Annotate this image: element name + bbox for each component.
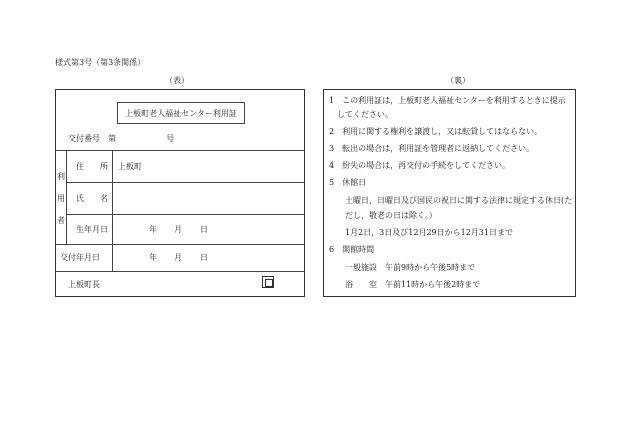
back-line-7: 土曜日，日曜日及び国民の祝日に関する法律に規定する休日(た xyxy=(329,196,573,205)
birth-month-unit: 月 xyxy=(174,225,182,234)
divider-user-side xyxy=(66,150,67,244)
birth-day-unit: 日 xyxy=(200,225,208,234)
user-side-char-2: 用 xyxy=(57,194,65,203)
back-line-6: 5 休館日 xyxy=(329,178,367,187)
issue-number-prefix: 第 xyxy=(108,134,116,143)
divider-name xyxy=(66,214,304,215)
back-line-4: 3 転出の場合は，利用証を管理者に返納してください。 xyxy=(329,144,535,153)
back-line-10: 6 開館時間 xyxy=(329,245,375,254)
name-label: 氏 名 xyxy=(76,194,108,203)
back-card xyxy=(323,89,576,297)
issued-day-unit: 日 xyxy=(200,253,208,262)
back-line-3: 2 利用に関する権利を譲渡し，又は転貸してはならない。 xyxy=(329,127,543,136)
divider-label-column xyxy=(112,150,113,271)
issued-date-label: 交付年月日 xyxy=(60,253,100,262)
issue-number-label: 交付番号 xyxy=(68,134,100,143)
issued-year-unit: 年 xyxy=(149,253,157,262)
back-line-9: 1月2日，3日及び12月29日から12月31日まで xyxy=(329,228,513,237)
form-number: 様式第3号（第3条関係） xyxy=(55,58,146,67)
user-side-char-1: 利 xyxy=(57,172,65,181)
divider-top xyxy=(56,150,304,151)
back-line-11: 一般施設 午前9時から午後5時まで xyxy=(329,263,476,272)
card-title-text: 上板町老人福祉センター利用証 xyxy=(125,108,237,118)
back-line-2: してください。 xyxy=(329,110,393,119)
back-line-8: だし，敬老の日は除く。） xyxy=(329,211,437,220)
back-line-5: 4 紛失の場合は，再交付の手続をしてください。 xyxy=(329,161,511,170)
birth-year-unit: 年 xyxy=(149,225,157,234)
user-side-char-3: 者 xyxy=(57,216,65,225)
issued-month-unit: 月 xyxy=(174,253,182,262)
front-side-heading: （表） xyxy=(165,76,189,85)
birth-date-label: 生年月日 xyxy=(76,225,108,234)
card-title xyxy=(117,102,245,124)
mayor-label: 上板町長 xyxy=(68,280,100,289)
back-side-heading: （裏） xyxy=(446,76,470,85)
front-card xyxy=(55,89,305,297)
divider-address xyxy=(66,182,304,183)
back-line-1: 1 この利用証は，上板町老人福祉センターを利用するときに提示 xyxy=(329,96,566,105)
issue-number-suffix: 号 xyxy=(166,134,174,143)
address-value: 上板町 xyxy=(118,162,142,171)
divider-birth xyxy=(56,244,304,245)
seal-icon xyxy=(262,276,274,288)
address-label: 住 所 xyxy=(76,162,108,171)
divider-issued xyxy=(56,271,304,272)
back-line-12: 浴 室 午前11時から午後2時まで xyxy=(329,280,481,289)
